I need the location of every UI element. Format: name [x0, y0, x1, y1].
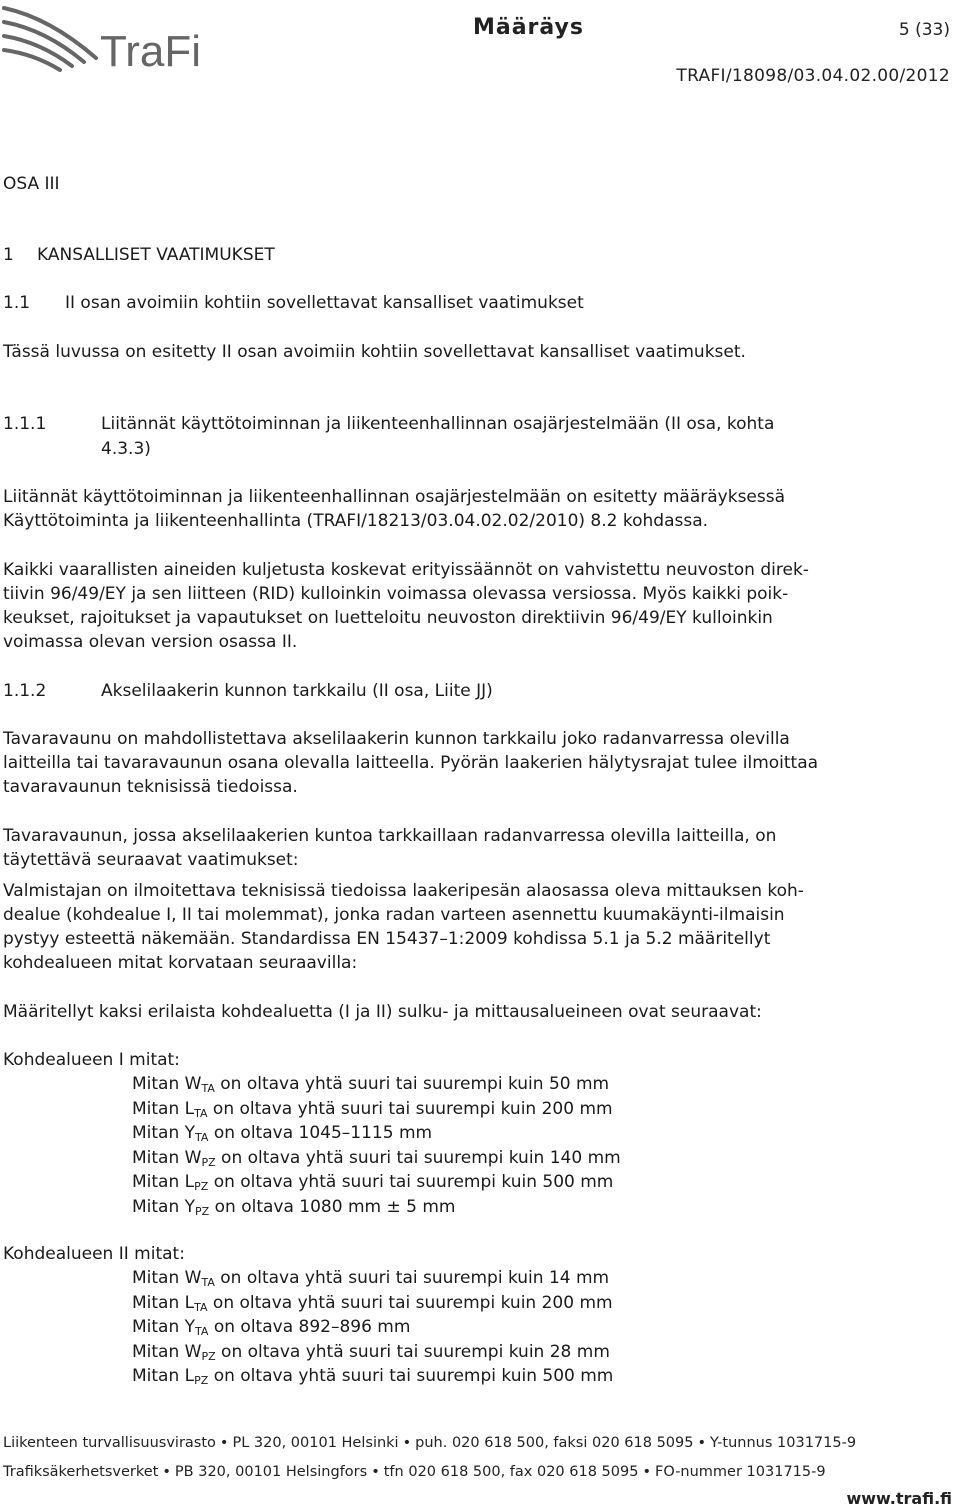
heading-title: Liitännät käyttötoiminnan ja liikenteenhallinnan osajärjestelmään (II osa, kohta	[101, 414, 775, 434]
zone-2-list	[132, 1266, 613, 1389]
paragraph-line: voimassa olevan version osassa II.	[3, 632, 298, 652]
paragraph-line: Määritellyt kaksi erilaista kohdealuetta (I ja II) sulku- ja mittausalueineen ovat seuraavat:	[3, 1002, 762, 1022]
document-reference: TRAFI/18098/03.04.02.00/2012	[676, 66, 950, 86]
heading-number: 1.1.1	[3, 414, 47, 434]
website-link[interactable]: www.trafi.fi	[846, 1489, 952, 1508]
paragraph-line: Tavaravaunu on mahdollistettava akselilaakerin kunnon tarkkailu joko radanvarressa olevilla	[3, 729, 790, 749]
dimension-item: Mitan $W_{TA}$ on oltava yhtä suuri tai suurempi kuin 50 mm	[132, 1074, 610, 1095]
paragraph-line: tavaravaunun teknisissä tiedoissa.	[3, 777, 298, 797]
part-heading: OSA III	[3, 174, 60, 194]
paragraph-line: Liitännät käyttötoiminnan ja liikenteenhallinnan osajärjestelmään on esitetty määräyksessä	[3, 487, 786, 507]
footer-finnish: Liikenteen turvallisuusvirasto • PL 320, 00101 Helsinki • puh. 020 618 500, faksi 020 618 5095 • Y-tunnus 1031715-9	[3, 1435, 857, 1451]
paragraph-line: Kaikki vaarallisten aineiden kuljetusta koskevat erityissäännöt on vahvistettu neuvoston direk-	[3, 560, 809, 580]
dimension-item: Mitan $Y_{TA}$ on oltava 892–896 mm	[132, 1317, 411, 1338]
paragraph-line: Käyttötoiminta ja liikenteenhallinta (TRAFI/18213/03.04.02.02/2010) 8.2 kohdassa.	[3, 511, 709, 531]
dimension-item: Mitan $Y_{TA}$ on oltava 1045–1115 mm	[132, 1123, 433, 1144]
paragraph-line: tiivin 96/49/EY ja sen liitteen (RID) kulloinkin voimassa olevassa versiossa. Myös kaikki poik-	[3, 584, 789, 604]
dimension-item: Mitan $L_{PZ}$ on oltava yhtä suuri tai suurempi kuin 500 mm	[132, 1366, 614, 1387]
dimension-item: Mitan $W_{PZ}$ on oltava yhtä suuri tai suurempi kuin 28 mm	[132, 1341, 610, 1363]
paragraph-line: Valmistajan on ilmoitettava teknisissä tiedoissa laakeripesän alaosassa oleva mittauksen koh-	[3, 881, 804, 901]
heading-1	[3, 243, 275, 268]
heading-1-1-1	[3, 412, 774, 437]
heading-1-1	[3, 291, 584, 316]
heading-1-1-2	[3, 679, 493, 704]
heading-number: 1	[3, 245, 14, 265]
zone-2-title: Kohdealueen II mitat:	[3, 1244, 185, 1264]
paragraph-line: kohdealueen mitat korvataan seuraavilla:	[3, 953, 358, 973]
dimension-item: Mitan $W_{PZ}$ on oltava yhtä suuri tai suurempi kuin 140 mm	[132, 1147, 621, 1169]
heading-title: Akselilaakerin kunnon tarkkailu (II osa, Liite JJ)	[101, 681, 493, 701]
trafi-logo	[0, 0, 230, 80]
paragraph-line: Tavaravaunun, jossa akselilaakerien kuntoa tarkkaillaan radanvarressa olevilla laitteilla, on	[3, 826, 777, 846]
footer-swedish: Trafiksäkerhetsverket • PB 320, 00101 Helsingfors • tfn 020 618 500, fax 020 618 5095 • FO-nummer 1031715-9	[3, 1464, 826, 1480]
paragraph-line: dealue (kohdealue I, II tai molemmat), jonka radan varteen asennettu kuumakäynti-ilmaisin	[3, 905, 785, 925]
heading-title-continued: 4.3.3)	[101, 439, 151, 459]
dimension-item: Mitan $L_{TA}$ on oltava yhtä suuri tai suurempi kuin 200 mm	[132, 1292, 613, 1314]
paragraph-line: pystyy esteettä näkemään. Standardissa EN 15437–1:2009 kohdissa 5.1 ja 5.2 määritellyt	[3, 929, 771, 949]
page-number: 5 (33)	[898, 20, 950, 40]
document-type: Määräys	[472, 15, 584, 40]
heading-number: 1.1	[3, 293, 31, 313]
intro-paragraph: Tässä luvussa on esitetty II osan avoimiin kohtiin sovellettavat kansalliset vaatimukset.	[3, 342, 746, 362]
heading-title: II osan avoimiin kohtiin sovellettavat kansalliset vaatimukset	[65, 293, 584, 313]
heading-title: KANSALLISET VAATIMUKSET	[37, 245, 275, 265]
zone-1-title: Kohdealueen I mitat:	[3, 1050, 180, 1070]
dimension-item: Mitan $W_{TA}$ on oltava yhtä suuri tai suurempi kuin 14 mm	[132, 1268, 610, 1289]
dimension-item: Mitan $Y_{PZ}$ on oltava 1080 mm ± 5 mm	[132, 1196, 456, 1218]
zone-1-list	[132, 1072, 621, 1219]
dimension-item: Mitan $L_{TA}$ on oltava yhtä suuri tai suurempi kuin 200 mm	[132, 1098, 613, 1120]
paragraph-line: laitteilla tai tavaravaunun osana olevalla laitteella. Pyörän laakerien hälytysrajat tulee ilmoittaa	[3, 753, 819, 773]
paragraph-line: täytettävä seuraavat vaatimukset:	[3, 850, 299, 870]
heading-number: 1.1.2	[3, 681, 47, 701]
dimension-item: Mitan $L_{PZ}$ on oltava yhtä suuri tai suurempi kuin 500 mm	[132, 1172, 614, 1193]
paragraph-line: keukset, rajoitukset ja vapautukset on luetteloitu neuvoston direktiivin 96/49/EY kulloinkin	[3, 608, 773, 628]
logo-wordmark: TraFi	[100, 27, 202, 76]
